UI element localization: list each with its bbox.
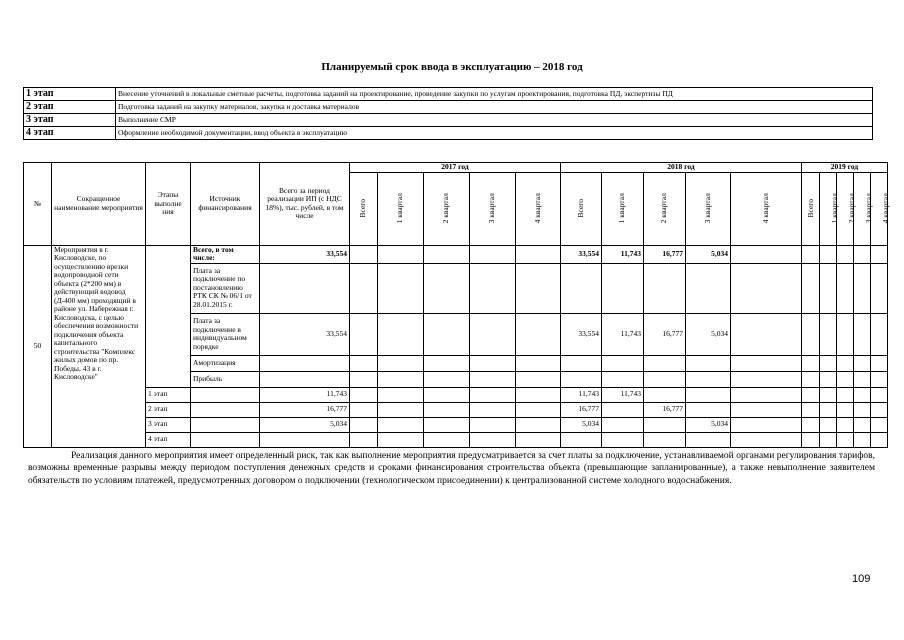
- stages-table: [23, 87, 873, 140]
- cell-total: 33,554: [260, 245, 350, 263]
- header-row-years: [24, 163, 888, 173]
- cell-2018-total: 16,777: [561, 402, 602, 417]
- cell-total: 5,034: [260, 417, 350, 432]
- cell-2018-q1: [602, 432, 644, 447]
- cell-2018-q1: [602, 417, 644, 432]
- col-header-2018: 2018 год: [561, 163, 802, 173]
- measure-name: Мероприятия в г. Кисловодске, по осуществлению врезки водопроводной сети объекта (2*200 мм) в действующий водовод (Д-400 мм) проходящий в районе ул. Набережная г. Кисловодска, с целью обеспечения возможности подключения объекта капитального строительства "Комплекс жилых домов по пр. Победы, 43 в г. Кисловодске": [52, 245, 146, 447]
- page-number: 109: [852, 573, 871, 585]
- stage-row: [24, 114, 873, 127]
- cell-2018-q2: [644, 263, 686, 313]
- stage-text: Выполнение СМР: [116, 114, 873, 127]
- cell-2018-q2: [644, 387, 686, 402]
- cell-2018-total: [561, 432, 602, 447]
- cell-2018-q1: 11,743: [602, 387, 644, 402]
- col-header-source: Источник финансирования: [191, 163, 260, 246]
- col-header-stages: Этапы выполне ния: [146, 163, 191, 246]
- cell-2018-q2: [644, 417, 686, 432]
- stage-label: 3 этап: [24, 114, 116, 127]
- cell-2018-q1: [602, 355, 644, 371]
- cell-2018-q2: 16,777: [644, 245, 686, 263]
- col-header-2019: 2019 год: [802, 163, 888, 173]
- source-label: Прибыль: [191, 371, 260, 387]
- cell-2018-total: 33,554: [561, 313, 602, 355]
- cell-2018-total: [561, 263, 602, 313]
- cell-total: [260, 355, 350, 371]
- sub-header-total: Всего: [358, 199, 368, 218]
- cell-2018-total: 33,554: [561, 245, 602, 263]
- cell-2018-q3: [686, 432, 731, 447]
- col-header-total: Всего за период реализации ИП (с НДС 18%), тыс. рублей, в том числе: [260, 163, 350, 246]
- sub-header-q2: 2 квартал: [441, 193, 451, 224]
- cell-2018-q2: 16,777: [644, 402, 686, 417]
- sub-header-total: Всего: [575, 199, 585, 218]
- sub-header-q3: 3 квартал: [863, 193, 873, 224]
- source-label: Плата за подключение по постановлению РТК СК № 06/1 от 28.01.2015 г.: [191, 263, 260, 313]
- cell-total: [260, 263, 350, 313]
- cell-2018-q3: [686, 387, 731, 402]
- row-number: 50: [24, 245, 52, 447]
- stage-text: Подготовка заданий на закупку материалов, закупка и доставка материалов: [116, 101, 873, 114]
- cell-2018-q2: [644, 371, 686, 387]
- stage-cell: 4 этап: [146, 432, 191, 447]
- financing-table: [23, 162, 888, 448]
- sub-header-q4: 4 квартал: [532, 193, 542, 224]
- source-label: Амортизация: [191, 355, 260, 371]
- stage-row: [24, 88, 873, 101]
- cell-2018-q1: 11,743: [602, 313, 644, 355]
- stage-row: [24, 101, 873, 114]
- stage-row: [24, 127, 873, 140]
- sub-header-total: Всего: [805, 199, 815, 218]
- cell-2018-q3: [686, 402, 731, 417]
- cell-2018-q1: 11,743: [602, 245, 644, 263]
- sub-header-q1: 1 квартал: [395, 193, 405, 224]
- sub-header-q1: 1 квартал: [617, 193, 627, 224]
- sub-header-q2: 2 квартал: [659, 193, 669, 224]
- col-header-2017: 2017 год: [350, 163, 561, 173]
- cell-total: 33,554: [260, 313, 350, 355]
- stage-label: 1 этап: [24, 88, 116, 101]
- col-header-name: Сокращенное наименование мероприятия: [52, 163, 146, 246]
- risk-paragraph: Реализация данного мероприятия имеет определенный риск, так как выполнение мероприятия предусматривается за счет платы за подключение, устанавливаемой органами регулирования тарифов, возможны временные разрывы между периодом поступления денежных средств и сроками финансирования строительства объекта (превышающие запланированные), а также невыполнение заявителем обязательств по условиям платежей, предусмотренных договором о подключении (технологическом присоединении) к централизованной системе холодного водоснабжения.: [28, 451, 875, 486]
- stage-label: 2 этап: [24, 101, 116, 114]
- cell-2018-q2: [644, 432, 686, 447]
- sub-header-q3: 3 квартал: [702, 193, 712, 224]
- stage-cell: 3 этап: [146, 417, 191, 432]
- sub-header-q4: 4 квартал: [880, 193, 890, 224]
- stage-text: Оформление необходимой документации, ввод объекта в эксплуатацию: [116, 127, 873, 140]
- cell-2018-q3: 5,034: [686, 417, 731, 432]
- cell-2018-q3: [686, 355, 731, 371]
- page-title: Планируемый срок ввода в эксплуатацию – 2018 год: [321, 61, 583, 73]
- cell-2018-q1: [602, 402, 644, 417]
- stage-text: Внесение уточнений в локальные сметные расчеты, подготовка заданий на проектирование, проведение закупки по услугам проектирования, подготовка ПД, экспертизы ПД: [116, 88, 873, 101]
- cell-2018-q1: [602, 263, 644, 313]
- cell-total: 16,777: [260, 402, 350, 417]
- cell-2018-total: 5,034: [561, 417, 602, 432]
- cell-2018-total: 11,743: [561, 387, 602, 402]
- cell-2018-q3: [686, 263, 731, 313]
- sub-header-q2: 2 квартал: [846, 193, 856, 224]
- cell-2018-q3: [686, 371, 731, 387]
- source-label: Всего, в том числе:: [191, 245, 260, 263]
- table-row: [24, 245, 888, 263]
- source-label: Плата за подключение в индивидуальном порядке: [191, 313, 260, 355]
- cell-total: 11,743: [260, 387, 350, 402]
- cell-2018-q1: [602, 371, 644, 387]
- stage-cell: 1 этап: [146, 387, 191, 402]
- table-row: [24, 387, 888, 402]
- cell-2018-q3: 5,034: [686, 245, 731, 263]
- table-row: [24, 432, 888, 447]
- sub-header-q3: 3 квартал: [487, 193, 497, 224]
- cell-2018-total: [561, 371, 602, 387]
- cell-2018-q3: 5,034: [686, 313, 731, 355]
- cell-2018-q2: [644, 355, 686, 371]
- cell-2018-total: [561, 355, 602, 371]
- sub-header-q4: 4 квартал: [760, 193, 770, 224]
- col-header-num: №: [24, 163, 52, 246]
- table-row: [24, 402, 888, 417]
- cell-2018-q2: 16,777: [644, 313, 686, 355]
- cell-total: [260, 432, 350, 447]
- stage-label: 4 этап: [24, 127, 116, 140]
- table-row: [24, 417, 888, 432]
- cell-total: [260, 371, 350, 387]
- stage-cell: 2 этап: [146, 402, 191, 417]
- sub-header-q1: 1 квартал: [829, 193, 839, 224]
